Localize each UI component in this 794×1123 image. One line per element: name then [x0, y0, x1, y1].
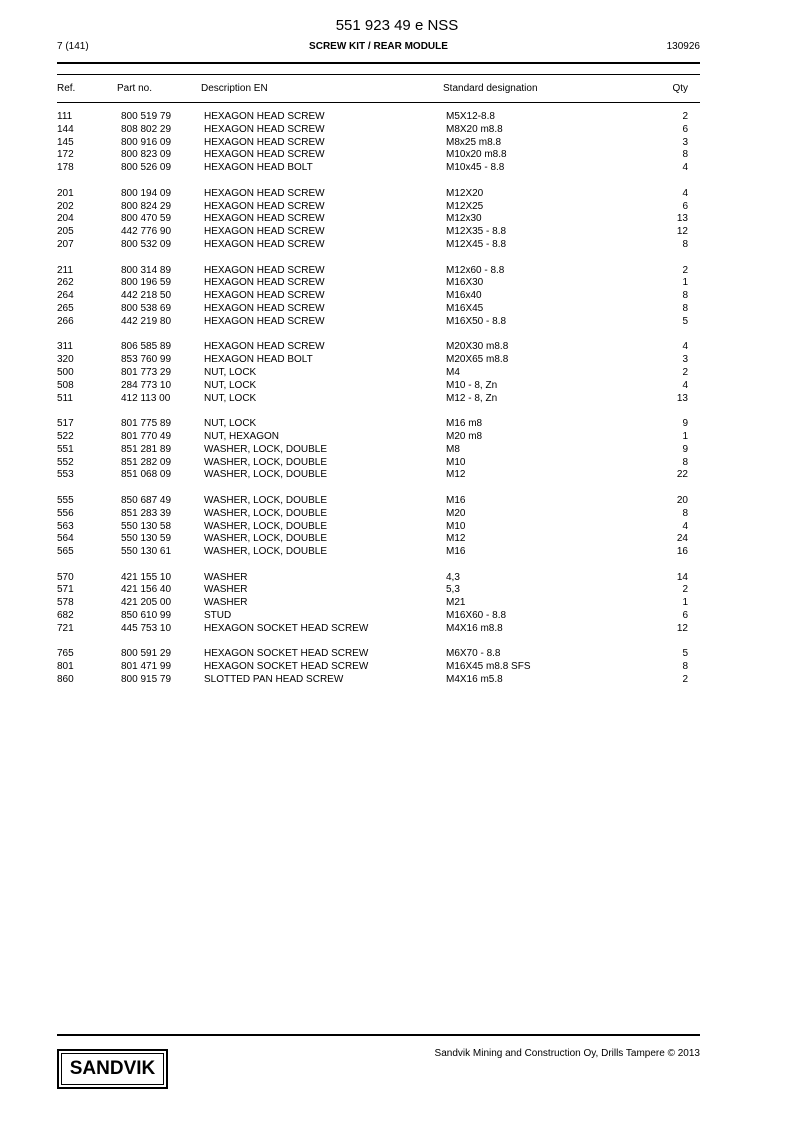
ref-cell: 178: [57, 162, 74, 174]
ref-cell: 801: [57, 661, 74, 673]
page-count: 7 (141): [57, 41, 89, 52]
standard-cell: M8: [446, 443, 460, 455]
table-row: [0, 290, 794, 303]
part-no-cell: 806 585 89: [121, 341, 172, 353]
ref-cell: 202: [57, 200, 74, 212]
part-no-cell: 442 776 90: [121, 226, 172, 238]
table-row: [0, 469, 794, 482]
standard-cell: 5,3: [446, 584, 460, 596]
qty-cell: 8: [682, 149, 688, 161]
qty-cell: 4: [682, 379, 688, 391]
ref-cell: 564: [57, 533, 74, 545]
column-header-top-rule: [57, 74, 700, 75]
qty-cell: 14: [676, 571, 688, 583]
standard-cell: M8X20 m8.8: [446, 123, 503, 135]
ref-cell: 500: [57, 366, 74, 378]
standard-cell: M10 - 8, Zn: [446, 379, 498, 391]
ref-cell: 511: [57, 392, 73, 404]
date-code: 130926: [666, 41, 700, 52]
ref-cell: 682: [57, 610, 74, 622]
qty-cell: 6: [682, 123, 688, 135]
qty-cell: 9: [682, 418, 688, 430]
part-no-cell: 445 753 10: [121, 622, 172, 634]
standard-cell: M16X45 m8.8 SFS: [446, 661, 531, 673]
description-cell: HEXAGON HEAD SCREW: [204, 238, 325, 250]
qty-cell: 8: [682, 238, 688, 250]
part-no-cell: 800 196 59: [121, 277, 172, 289]
part-no-cell: 851 281 89: [121, 443, 172, 455]
description-cell: HEXAGON HEAD SCREW: [204, 200, 325, 212]
qty-cell: 1: [682, 430, 688, 442]
qty-cell: 6: [682, 610, 688, 622]
ref-cell: 553: [57, 469, 74, 481]
part-no-cell: 800 314 89: [121, 264, 172, 276]
part-no-cell: 800 823 09: [121, 149, 172, 161]
part-no-cell: 284 773 10: [121, 379, 172, 391]
description-cell: HEXAGON SOCKET HEAD SCREW: [204, 661, 369, 673]
part-no-cell: 800 519 79: [121, 111, 172, 122]
qty-cell: 12: [676, 226, 688, 238]
qty-cell: 8: [682, 302, 688, 314]
qty-cell: 4: [682, 341, 688, 353]
description-cell: WASHER: [204, 597, 248, 609]
ref-cell: 211: [57, 264, 73, 276]
table-row: [0, 201, 794, 214]
ref-cell: 555: [57, 494, 74, 506]
table-row: [0, 444, 794, 457]
description-cell: HEXAGON HEAD BOLT: [204, 162, 313, 174]
table-row: [0, 648, 794, 661]
part-no-cell: 421 156 40: [121, 584, 172, 596]
ref-cell: 262: [57, 277, 74, 289]
standard-cell: M12x30: [446, 213, 482, 225]
description-cell: HEXAGON HEAD SCREW: [204, 290, 325, 302]
qty-cell: 5: [682, 648, 688, 660]
standard-cell: M16 m8: [446, 418, 483, 430]
part-no-cell: 442 219 80: [121, 315, 172, 327]
qty-cell: 13: [676, 392, 688, 404]
footer-rule: [57, 1034, 700, 1036]
table-row: [0, 610, 794, 623]
part-no-cell: 421 155 10: [121, 571, 172, 583]
qty-cell: 24: [676, 533, 688, 545]
ref-cell: 860: [57, 674, 74, 686]
description-cell: HEXAGON HEAD SCREW: [204, 187, 325, 199]
part-no-cell: 800 591 29: [121, 648, 172, 660]
table-row: [0, 380, 794, 393]
table-row: [0, 124, 794, 137]
part-no-cell: 850 610 99: [121, 610, 172, 622]
description-cell: WASHER: [204, 571, 248, 583]
ref-cell: 571: [57, 584, 74, 596]
standard-cell: M4: [446, 366, 460, 378]
part-no-cell: 801 775 89: [121, 418, 172, 430]
ref-cell: 207: [57, 238, 74, 250]
part-no-cell: 851 282 09: [121, 456, 172, 468]
standard-cell: M8x25 m8.8: [446, 136, 502, 148]
table-row: [0, 188, 794, 201]
part-no-cell: 851 283 39: [121, 507, 172, 519]
description-cell: NUT, LOCK: [204, 418, 257, 430]
description-cell: WASHER: [204, 584, 248, 596]
column-header-standard: Standard designation: [443, 83, 538, 94]
standard-cell: M5X12-8.8: [446, 111, 495, 122]
qty-cell: 6: [682, 200, 688, 212]
table-row: [0, 546, 794, 559]
part-no-cell: 421 205 00: [121, 597, 172, 609]
table-row: [0, 303, 794, 316]
group-spacer: [0, 329, 794, 342]
description-cell: STUD: [204, 610, 232, 622]
table-row: [0, 418, 794, 431]
standard-cell: M12: [446, 533, 466, 545]
qty-cell: 22: [676, 469, 688, 481]
part-no-cell: 800 538 69: [121, 302, 172, 314]
description-cell: NUT, HEXAGON: [204, 430, 280, 442]
description-cell: HEXAGON HEAD SCREW: [204, 264, 325, 276]
group-spacer: [0, 636, 794, 649]
standard-cell: M10: [446, 456, 466, 468]
table-row: [0, 354, 794, 367]
ref-cell: 201: [57, 187, 74, 199]
part-no-cell: 853 760 99: [121, 354, 172, 366]
part-no-cell: 851 068 09: [121, 469, 172, 481]
column-header-ref: Ref.: [57, 83, 76, 94]
ref-cell: 552: [57, 456, 74, 468]
description-cell: WASHER, LOCK, DOUBLE: [204, 456, 327, 468]
group-spacer: [0, 482, 794, 495]
table-row: [0, 149, 794, 162]
group-spacer: [0, 175, 794, 188]
standard-cell: M10: [446, 520, 466, 532]
standard-cell: M6X70 - 8.8: [446, 648, 501, 660]
standard-cell: M10x45 - 8.8: [446, 162, 505, 174]
ref-cell: 205: [57, 226, 74, 238]
qty-cell: 2: [682, 674, 688, 686]
standard-cell: M20X65 m8.8: [446, 354, 509, 366]
description-cell: NUT, LOCK: [204, 392, 257, 404]
qty-cell: 4: [682, 520, 688, 532]
column-header-description: Description EN: [201, 83, 268, 94]
description-cell: HEXAGON HEAD SCREW: [204, 213, 325, 225]
description-cell: WASHER, LOCK, DOUBLE: [204, 520, 327, 532]
qty-cell: 8: [682, 290, 688, 302]
table-row: [0, 367, 794, 380]
table-row: [0, 572, 794, 585]
ref-cell: 172: [57, 149, 74, 161]
table-row: [0, 213, 794, 226]
part-no-cell: 850 687 49: [121, 494, 172, 506]
standard-cell: M12x60 - 8.8: [446, 264, 505, 276]
table-row: [0, 393, 794, 406]
table-row: [0, 661, 794, 674]
part-no-cell: 808 802 29: [121, 123, 172, 135]
ref-cell: 721: [57, 622, 74, 634]
description-cell: HEXAGON HEAD SCREW: [204, 149, 325, 161]
qty-cell: 3: [682, 136, 688, 148]
part-no-cell: 800 532 09: [121, 238, 172, 250]
table-row: [0, 508, 794, 521]
part-no-cell: 800 916 09: [121, 136, 172, 148]
ref-cell: 265: [57, 302, 74, 314]
standard-cell: M12X25: [446, 200, 484, 212]
part-no-cell: 800 526 09: [121, 162, 172, 174]
qty-cell: 9: [682, 443, 688, 455]
ref-cell: 204: [57, 213, 74, 225]
standard-cell: M12 - 8, Zn: [446, 392, 498, 404]
part-no-cell: 801 471 99: [121, 661, 172, 673]
doc-number: 551 923 49 e NSS: [335, 17, 459, 34]
column-header-bottom-rule: [57, 102, 700, 103]
standard-cell: M21: [446, 597, 466, 609]
description-cell: HEXAGON HEAD SCREW: [204, 136, 325, 148]
description-cell: HEXAGON HEAD SCREW: [204, 341, 325, 353]
table-row: [0, 674, 794, 687]
table-row: [0, 162, 794, 175]
ref-cell: 570: [57, 571, 74, 583]
description-cell: WASHER, LOCK, DOUBLE: [204, 443, 327, 455]
ref-cell: 578: [57, 597, 74, 609]
table-row: [0, 457, 794, 470]
part-no-cell: 550 130 59: [121, 533, 172, 545]
description-cell: HEXAGON HEAD SCREW: [204, 123, 325, 135]
table-row: [0, 341, 794, 354]
ref-cell: 264: [57, 290, 74, 302]
description-cell: NUT, LOCK: [204, 379, 257, 391]
standard-cell: 4,3: [446, 571, 460, 583]
column-header-qty: Qty: [672, 83, 688, 94]
part-no-cell: 442 218 50: [121, 290, 172, 302]
qty-cell: 1: [682, 277, 688, 289]
sandvik-logo: [57, 1049, 168, 1089]
standard-cell: M20: [446, 507, 466, 519]
parts-table: [0, 111, 794, 687]
standard-cell: M16x40: [446, 290, 482, 302]
part-no-cell: 550 130 61: [121, 546, 172, 558]
part-no-cell: 550 130 58: [121, 520, 172, 532]
table-row: [0, 239, 794, 252]
standard-cell: M12: [446, 469, 466, 481]
ref-cell: 517: [57, 418, 74, 430]
standard-cell: M4X16 m8.8: [446, 622, 503, 634]
ref-cell: 311: [57, 341, 73, 353]
standard-cell: M16X50 - 8.8: [446, 315, 507, 327]
qty-cell: 20: [676, 494, 688, 506]
description-cell: HEXAGON HEAD SCREW: [204, 302, 325, 314]
standard-cell: M16: [446, 546, 466, 558]
qty-cell: 16: [676, 546, 688, 558]
description-cell: WASHER, LOCK, DOUBLE: [204, 533, 327, 545]
ref-cell: 522: [57, 430, 74, 442]
ref-cell: 765: [57, 648, 74, 660]
part-no-cell: 800 470 59: [121, 213, 172, 225]
description-cell: HEXAGON SOCKET HEAD SCREW: [204, 622, 369, 634]
description-cell: WASHER, LOCK, DOUBLE: [204, 494, 327, 506]
qty-cell: 2: [682, 584, 688, 596]
ref-cell: 565: [57, 546, 74, 558]
table-row: [0, 226, 794, 239]
ref-cell: 144: [57, 123, 74, 135]
table-row: [0, 316, 794, 329]
sandvik-logo-text: SANDVIK: [61, 1053, 164, 1085]
qty-cell: 3: [682, 354, 688, 366]
table-row: [0, 533, 794, 546]
qty-cell: 2: [682, 264, 688, 276]
part-no-cell: 800 915 79: [121, 674, 172, 686]
qty-cell: 12: [676, 622, 688, 634]
qty-cell: 1: [682, 597, 688, 609]
column-header-part-no: Part no.: [117, 83, 153, 94]
footer-copyright: Sandvik Mining and Construction Oy, Drills Tampere © 2013: [434, 1048, 700, 1059]
description-cell: HEXAGON HEAD SCREW: [204, 315, 325, 327]
ref-cell: 145: [57, 136, 74, 148]
ref-cell: 556: [57, 507, 74, 519]
standard-cell: M20X30 m8.8: [446, 341, 509, 353]
table-row: [0, 584, 794, 597]
description-cell: HEXAGON HEAD SCREW: [204, 277, 325, 289]
ref-cell: 266: [57, 315, 74, 327]
standard-cell: M12X45 - 8.8: [446, 238, 507, 250]
description-cell: HEXAGON HEAD SCREW: [204, 226, 325, 238]
qty-cell: 13: [676, 213, 688, 225]
qty-cell: 4: [682, 162, 688, 174]
description-cell: WASHER, LOCK, DOUBLE: [204, 469, 327, 481]
qty-cell: 2: [682, 366, 688, 378]
standard-cell: M20 m8: [446, 430, 483, 442]
group-spacer: [0, 252, 794, 265]
group-spacer: [0, 405, 794, 418]
table-row: [0, 431, 794, 444]
qty-cell: 8: [682, 456, 688, 468]
ref-cell: 111: [57, 111, 73, 122]
table-row: [0, 265, 794, 278]
description-cell: HEXAGON HEAD BOLT: [204, 354, 313, 366]
qty-cell: 8: [682, 661, 688, 673]
standard-cell: M16: [446, 494, 466, 506]
ref-cell: 320: [57, 354, 74, 366]
table-row: [0, 137, 794, 150]
table-row: [0, 597, 794, 610]
part-no-cell: 801 773 29: [121, 366, 172, 378]
standard-cell: M12X35 - 8.8: [446, 226, 507, 238]
ref-cell: 563: [57, 520, 74, 532]
table-row: [0, 111, 794, 124]
standard-cell: M4X16 m5.8: [446, 674, 503, 686]
description-cell: WASHER, LOCK, DOUBLE: [204, 546, 327, 558]
description-cell: NUT, LOCK: [204, 366, 257, 378]
description-cell: SLOTTED PAN HEAD SCREW: [204, 674, 344, 686]
description-cell: HEXAGON HEAD SCREW: [204, 111, 325, 122]
part-no-cell: 801 770 49: [121, 430, 172, 442]
qty-cell: 4: [682, 187, 688, 199]
table-row: [0, 521, 794, 534]
table-row: [0, 277, 794, 290]
part-no-cell: 412 113 00: [121, 392, 171, 404]
standard-cell: M16X60 - 8.8: [446, 610, 507, 622]
standard-cell: M10x20 m8.8: [446, 149, 507, 161]
qty-cell: 5: [682, 315, 688, 327]
standard-cell: M12X20: [446, 187, 484, 199]
standard-cell: M16X30: [446, 277, 484, 289]
description-cell: HEXAGON SOCKET HEAD SCREW: [204, 648, 369, 660]
section-title: SCREW KIT / REAR MODULE: [309, 41, 448, 52]
standard-cell: M16X45: [446, 302, 484, 314]
qty-cell: 2: [682, 111, 688, 122]
part-no-cell: 800 194 09: [121, 187, 172, 199]
part-no-cell: 800 824 29: [121, 200, 172, 212]
ref-cell: 508: [57, 379, 74, 391]
table-row: [0, 623, 794, 636]
header-rule: [57, 62, 700, 64]
group-spacer: [0, 559, 794, 572]
table-row: [0, 495, 794, 508]
qty-cell: 8: [682, 507, 688, 519]
description-cell: WASHER, LOCK, DOUBLE: [204, 507, 327, 519]
ref-cell: 551: [57, 443, 74, 455]
